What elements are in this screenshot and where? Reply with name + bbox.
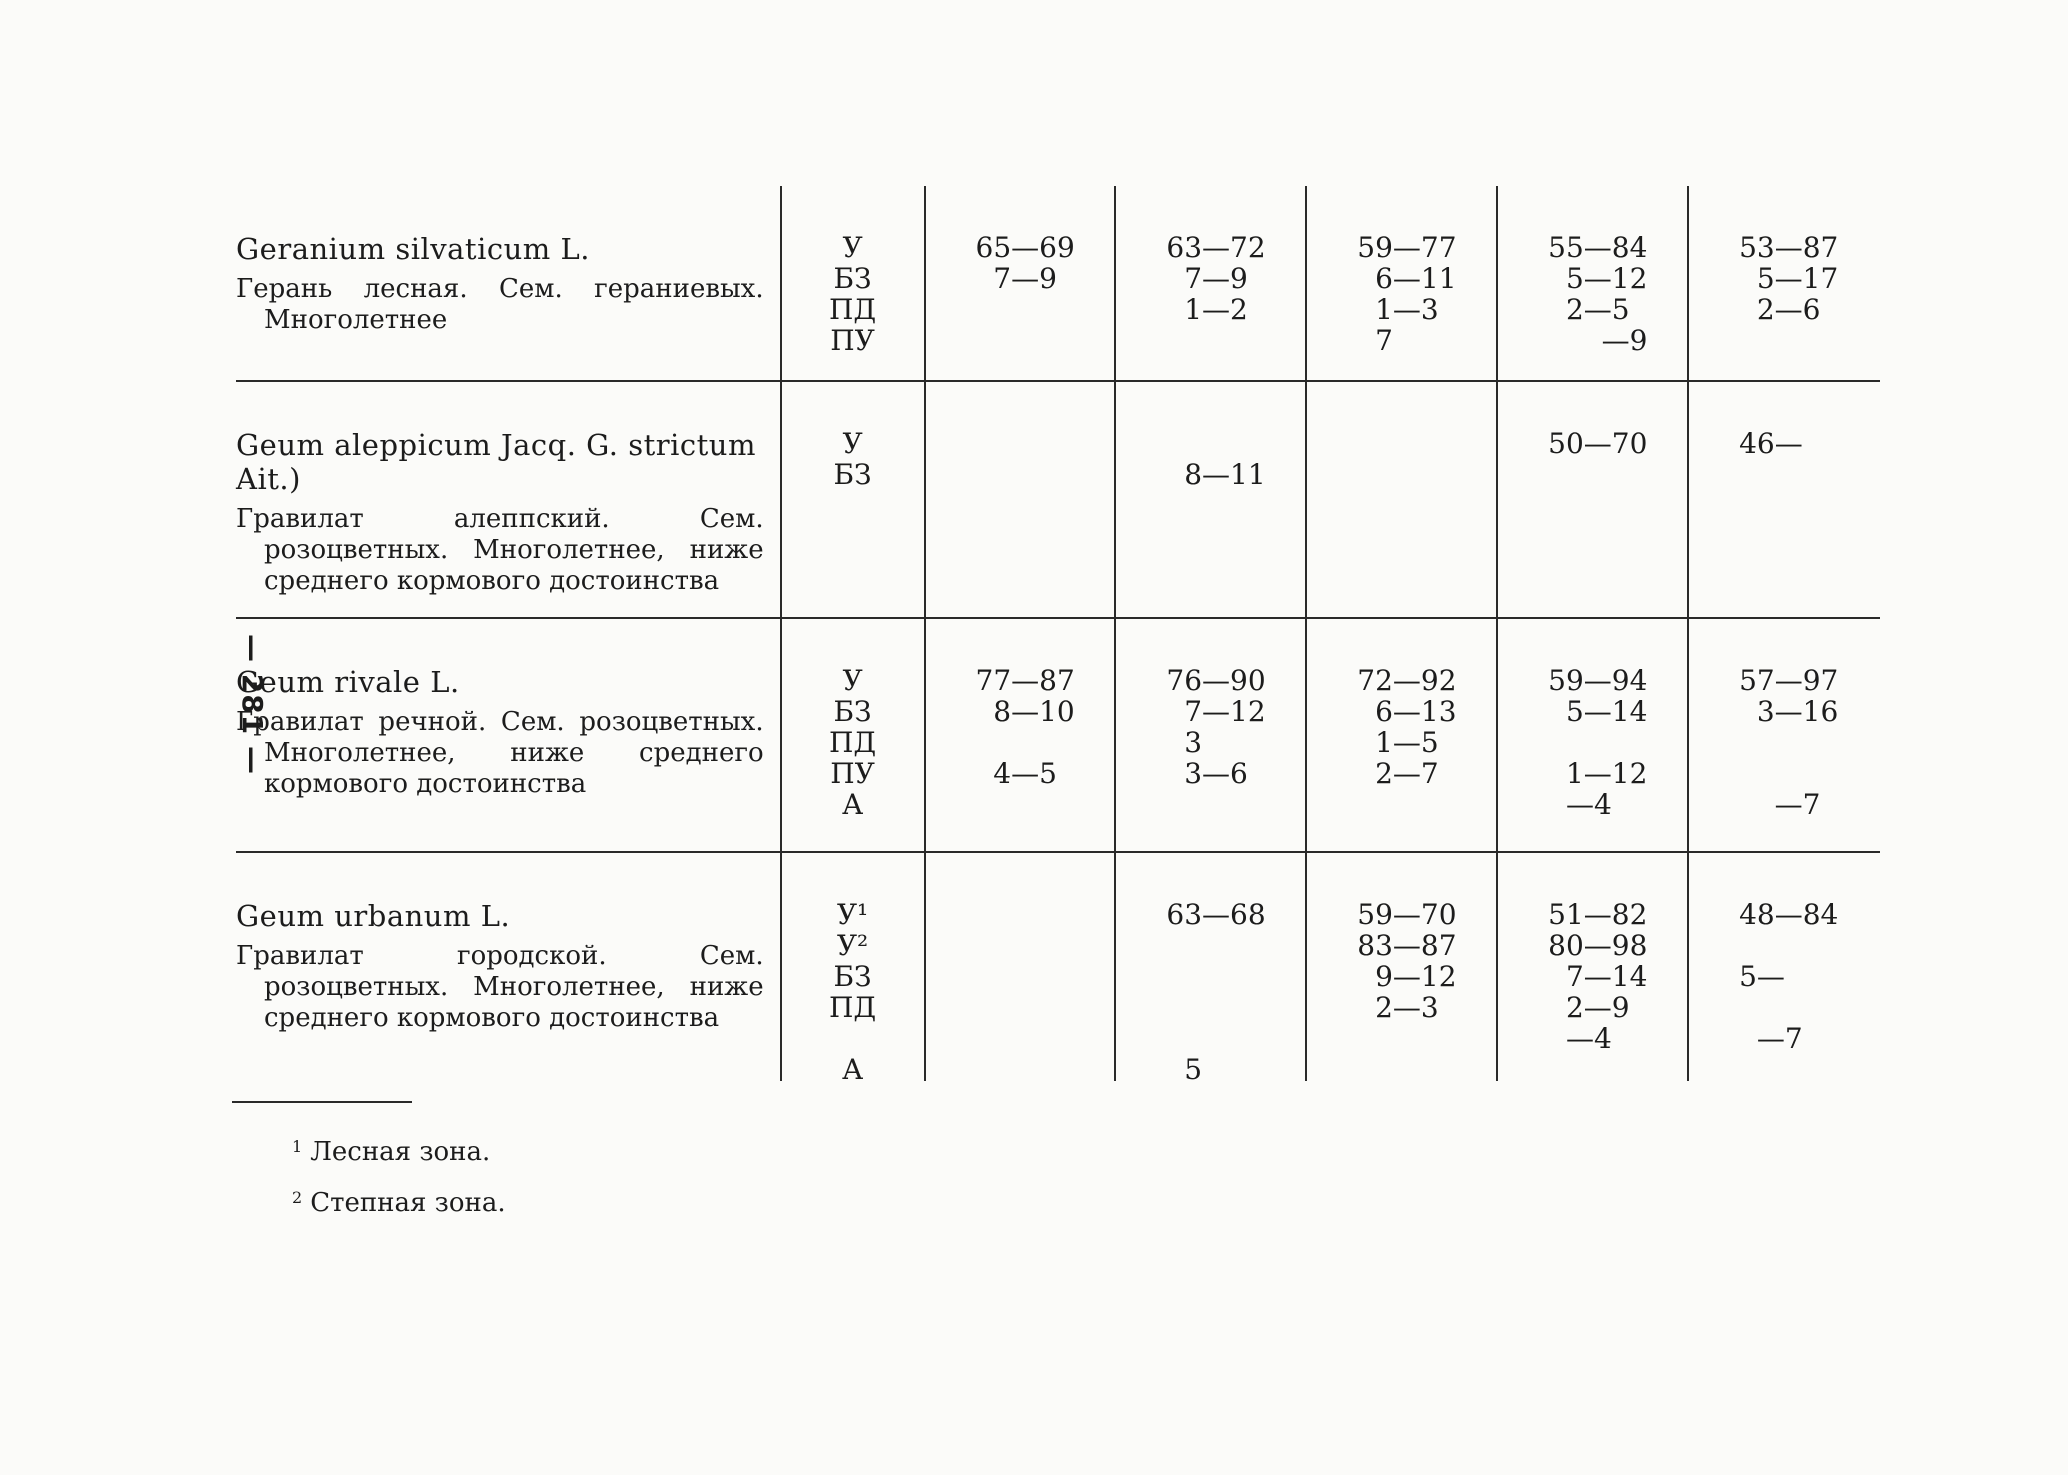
value-range: [976, 727, 1115, 758]
value-cell: [924, 186, 1115, 382]
species-name-cell: [236, 186, 780, 382]
value-cell: [1114, 619, 1305, 853]
indicator-cell: [780, 853, 924, 1086]
indicator-cell: [780, 382, 924, 619]
indicator-cell: [780, 186, 924, 382]
value-range: 83—87: [1357, 929, 1457, 962]
indicator-code: ПУ: [830, 324, 875, 357]
species-description: Гравилат городской. Сем. розоцветных. Многолетнее, ниже среднего кормового достоинства: [236, 941, 764, 1033]
species-description: Гравилат речной. Сем. розоцветных. Многолетнее, ниже среднего кормового достоинства: [236, 707, 764, 799]
value-range: 5—: [1739, 960, 1785, 993]
value-cell: [1114, 382, 1305, 619]
value-range: 5: [1166, 1053, 1203, 1086]
value-range: 46—: [1739, 427, 1803, 460]
value-cell: [924, 382, 1115, 619]
value-range: 63—72: [1166, 231, 1266, 264]
indicator-cell: [780, 619, 924, 853]
value-range: 3—16: [1739, 695, 1839, 728]
indicator-code: БЗ: [833, 695, 872, 728]
value-range: 77—87: [975, 664, 1075, 697]
value-range: 5—17: [1739, 262, 1839, 295]
species-name-cell: [236, 382, 780, 619]
indicator-code: У¹: [836, 898, 869, 931]
value-range: 7—12: [1166, 695, 1266, 728]
value-cell: [1687, 853, 1880, 1081]
indicator-code: У²: [836, 929, 869, 962]
value-range: 5—14: [1548, 695, 1648, 728]
value-cell: [1687, 619, 1880, 853]
indicator-code: А: [841, 1053, 864, 1086]
indicator-code: ПУ: [830, 757, 875, 790]
value-range: [1739, 930, 1880, 961]
indicator-code: БЗ: [833, 458, 872, 491]
table-row: [236, 382, 1880, 619]
latin-name: Geranium silvaticum L.: [236, 232, 590, 266]
value-range: —4: [1548, 788, 1612, 821]
footnotes: [292, 1124, 506, 1226]
table-row: [236, 853, 1880, 1086]
value-range: 5—12: [1548, 262, 1648, 295]
value-range: [1739, 758, 1880, 789]
value-cell: [924, 619, 1115, 853]
value-cell: [1687, 382, 1880, 619]
value-range: 7—9: [975, 262, 1057, 295]
page-number: — 281 —: [235, 634, 269, 775]
value-range: 1—5: [1357, 726, 1439, 759]
value-cell: [1305, 619, 1496, 853]
value-range: —7: [1739, 788, 1821, 821]
value-range: 6—13: [1357, 695, 1457, 728]
value-range: 50—70: [1548, 427, 1648, 460]
value-range: 2—7: [1357, 757, 1439, 790]
indicator-code: ПД: [828, 726, 877, 759]
species-name-cell: [236, 853, 780, 1081]
value-range: 57—97: [1739, 664, 1839, 697]
indicator-code: У: [842, 664, 863, 697]
value-cell: [924, 853, 1115, 1081]
value-range: 2—3: [1357, 991, 1439, 1024]
value-range: 3: [1166, 726, 1203, 759]
value-cell: [1496, 382, 1687, 619]
value-range: 76—90: [1166, 664, 1266, 697]
value-range: 2—5: [1548, 293, 1630, 326]
value-range: 72—92: [1357, 664, 1457, 697]
species-description: Гравилат алеппский. Сем. розоцветных. Многолетнее, ниже среднего кормового достоинства: [236, 504, 764, 596]
value-range: 1—2: [1166, 293, 1248, 326]
footnote-2: $^2$ Степная зона.: [292, 1188, 506, 1218]
value-range: 6—11: [1357, 262, 1457, 295]
value-cell: [1305, 382, 1496, 619]
indicator-code: ПД: [828, 293, 877, 326]
value-range: [1548, 727, 1687, 758]
value-cell: [1687, 186, 1880, 382]
value-range: 7: [1357, 324, 1393, 357]
value-range: 4—5: [975, 757, 1057, 790]
value-range: —7: [1739, 1022, 1803, 1055]
value-cell: [1305, 186, 1496, 382]
value-range: [1166, 930, 1305, 961]
value-range: 55—84: [1548, 231, 1648, 264]
value-range: 2—6: [1739, 293, 1821, 326]
value-cell: [1305, 853, 1496, 1081]
value-range: 63—68: [1166, 898, 1266, 931]
indicator-code: [782, 1023, 924, 1054]
value-range: 7—14: [1548, 960, 1648, 993]
value-range: 59—77: [1357, 231, 1457, 264]
indicator-code: ПД: [828, 991, 877, 1024]
latin-name: Geum urbanum L.: [236, 899, 511, 933]
value-cell: [1496, 186, 1687, 382]
value-range: [1739, 727, 1880, 758]
value-cell: [1114, 186, 1305, 382]
species-description: Герань лесная. Сем. гераниевых. Многолетнее: [236, 274, 764, 335]
value-range: 53—87: [1739, 231, 1839, 264]
footnote-1: $^1$ Лесная зона.: [292, 1137, 491, 1167]
value-range: 1—3: [1357, 293, 1439, 326]
indicator-code: А: [841, 788, 864, 821]
value-range: 65—69: [975, 231, 1075, 264]
indicator-code: БЗ: [833, 262, 872, 295]
value-range: 7—9: [1166, 262, 1248, 295]
latin-name: Geum rivale L.: [236, 665, 460, 699]
table-row: [236, 619, 1880, 853]
value-range: 2—9: [1548, 991, 1630, 1024]
value-range: 3—6: [1166, 757, 1248, 790]
species-name-cell: [236, 619, 780, 853]
value-range: 59—70: [1357, 898, 1457, 931]
value-range: [1739, 992, 1880, 1023]
value-cell: [1114, 853, 1305, 1086]
value-range: —9: [1548, 324, 1648, 357]
indicator-code: БЗ: [833, 960, 872, 993]
footnote-divider: [232, 1101, 412, 1103]
value-range: [1166, 1023, 1305, 1054]
value-cell: [1496, 619, 1687, 853]
table-row: [236, 186, 1880, 382]
value-range: —4: [1548, 1022, 1612, 1055]
indicator-code: У: [842, 427, 863, 460]
value-range: 80—98: [1548, 929, 1648, 962]
value-range: 51—82: [1548, 898, 1648, 931]
value-range: 9—12: [1357, 960, 1457, 993]
value-range: 8—11: [1166, 458, 1266, 491]
value-range: [1166, 961, 1305, 992]
value-range: 48—84: [1739, 898, 1839, 931]
value-range: 59—94: [1548, 664, 1648, 697]
latin-name: Geum aleppicum Jacq. G. strictum Ait.): [236, 428, 756, 496]
species-table: [236, 186, 1880, 1086]
value-range: [1166, 992, 1305, 1023]
value-cell: [1496, 853, 1687, 1081]
value-range: 1—12: [1548, 757, 1648, 790]
value-range: 8—10: [975, 695, 1075, 728]
value-range: [1166, 428, 1305, 459]
indicator-code: У: [842, 231, 863, 264]
